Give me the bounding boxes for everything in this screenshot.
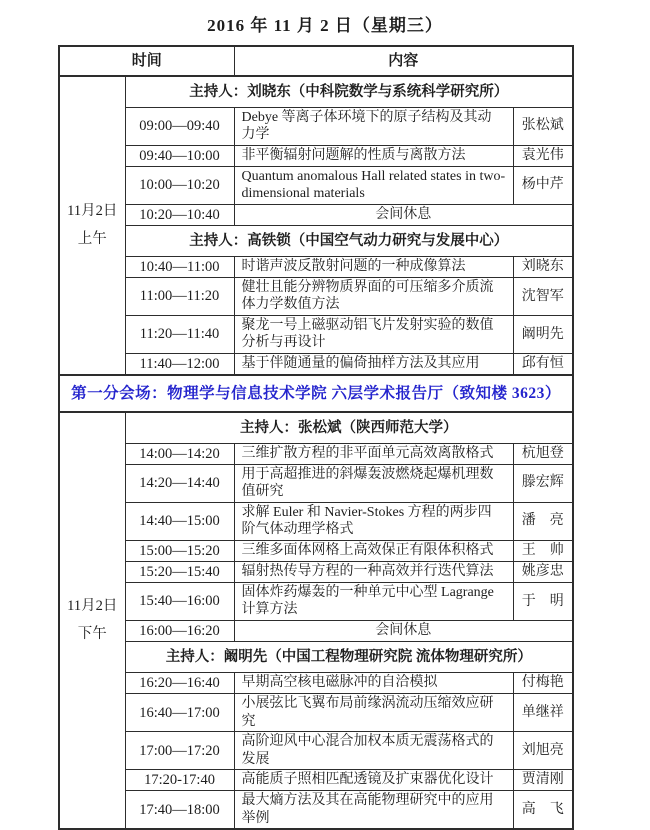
talk-speaker: 袁光伟 xyxy=(513,145,573,166)
date-line: 上午 xyxy=(77,230,107,247)
talk-row xyxy=(59,464,573,502)
talk-title: 健壮且能分辨物质界面的可压缩多介质流体力学数值方法 xyxy=(234,277,513,315)
talk-row xyxy=(59,502,573,540)
talk-time: 17:20-17:40 xyxy=(125,770,234,791)
table-header-row xyxy=(59,46,573,76)
talk-row xyxy=(59,770,573,791)
talk-row xyxy=(59,107,573,145)
talk-title: 非平衡辐射问题解的性质与离散方法 xyxy=(234,145,513,166)
talk-time: 15:00—15:20 xyxy=(125,540,234,561)
time-column-header: 时间 xyxy=(59,46,234,76)
talk-time: 17:40—18:00 xyxy=(125,791,234,830)
talk-row xyxy=(59,277,573,315)
talk-title: 求解 Euler 和 Navier-Stokes 方程的两步四阶气体动理学格式 xyxy=(234,502,513,540)
talk-time: 14:00—14:20 xyxy=(125,443,234,464)
talk-time: 15:40—16:00 xyxy=(125,582,234,620)
talk-row xyxy=(59,145,573,166)
talk-time: 09:40—10:00 xyxy=(125,145,234,166)
chair-label: 主持人：阚明先（中国工程物理研究院 流体物理研究所） xyxy=(125,642,573,673)
talk-speaker: 王 帅 xyxy=(513,540,573,561)
chair-label: 主持人：高铁锁（中国空气动力研究与发展中心） xyxy=(125,225,573,256)
talk-row xyxy=(59,673,573,694)
talk-title: 小展弦比飞翼布局前缘涡流动压缩效应研究 xyxy=(234,694,513,732)
talk-speaker: 高 飞 xyxy=(513,791,573,830)
date-cell xyxy=(59,412,125,829)
talk-title: 基于伴随通量的偏倚抽样方法及其应用 xyxy=(234,353,513,375)
chair-row xyxy=(59,225,573,256)
talk-title: 高阶迎风中心混合加权本质无震荡格式的发展 xyxy=(234,732,513,770)
talk-speaker: 刘旭亮 xyxy=(513,732,573,770)
schedule-body xyxy=(59,76,573,829)
talk-time: 16:20—16:40 xyxy=(125,673,234,694)
break-row xyxy=(59,620,573,641)
talk-row xyxy=(59,694,573,732)
talk-row xyxy=(59,582,573,620)
talk-time: 11:00—11:20 xyxy=(125,277,234,315)
talk-speaker: 杨中芹 xyxy=(513,166,573,204)
talk-speaker: 贾清刚 xyxy=(513,770,573,791)
page-title: 2016 年 11 月 2 日（星期三） xyxy=(207,16,443,35)
break-label: 会间休息 xyxy=(234,620,573,641)
talk-speaker: 于 明 xyxy=(513,582,573,620)
date-cell xyxy=(59,76,125,375)
talk-row xyxy=(59,791,573,830)
date-line: 11月2日 xyxy=(67,598,118,615)
talk-row xyxy=(59,561,573,582)
break-time: 16:00—16:20 xyxy=(125,620,234,641)
talk-speaker: 潘 亮 xyxy=(513,502,573,540)
talk-title: Debye 等离子体环境下的原子结构及其动力学 xyxy=(234,107,513,145)
talk-time: 10:00—10:20 xyxy=(125,166,234,204)
talk-title: 早期高空核电磁脉冲的自洽模拟 xyxy=(234,673,513,694)
talk-time: 15:20—15:40 xyxy=(125,561,234,582)
talk-speaker: 单继祥 xyxy=(513,694,573,732)
talk-time: 11:40—12:00 xyxy=(125,353,234,375)
talk-speaker: 付梅艳 xyxy=(513,673,573,694)
talk-row xyxy=(59,443,573,464)
talk-speaker: 沈智军 xyxy=(513,277,573,315)
schedule-table xyxy=(58,45,574,830)
talk-row xyxy=(59,256,573,277)
talk-speaker: 阚明先 xyxy=(513,315,573,353)
talk-time: 10:40—11:00 xyxy=(125,256,234,277)
session-banner-row xyxy=(59,375,573,412)
talk-title: 时谐声波反散射问题的一种成像算法 xyxy=(234,256,513,277)
talk-time: 09:00—09:40 xyxy=(125,107,234,145)
talk-time: 14:20—14:40 xyxy=(125,464,234,502)
talk-speaker: 滕宏辉 xyxy=(513,464,573,502)
talk-title: 用于高超推进的斜爆轰波燃烧起爆机理数值研究 xyxy=(234,464,513,502)
talk-speaker: 刘晓东 xyxy=(513,256,573,277)
talk-speaker: 张松斌 xyxy=(513,107,573,145)
talk-title: Quantum anomalous Hall related states in two-dimensional materials xyxy=(234,166,513,204)
talk-speaker: 邱有恒 xyxy=(513,353,573,375)
talk-title: 辐射热传导方程的一种高效并行迭代算法 xyxy=(234,561,513,582)
chair-row xyxy=(59,76,573,107)
talk-time: 16:40—17:00 xyxy=(125,694,234,732)
talk-title: 固体炸药爆轰的一种单元中心型 Lagrange 计算方法 xyxy=(234,582,513,620)
chair-label: 主持人：刘晓东（中科院数学与系统科学研究所） xyxy=(125,76,573,107)
content-column-header: 内容 xyxy=(234,46,573,76)
talk-title: 三维多面体网格上高效保正有限体积格式 xyxy=(234,540,513,561)
talk-row xyxy=(59,353,573,375)
talk-title: 三维扩散方程的非平面单元高效离散格式 xyxy=(234,443,513,464)
talk-title: 聚龙一号上磁驱动铝飞片发射实验的数值分析与再设计 xyxy=(234,315,513,353)
chair-label: 主持人：张松斌（陕西师范大学） xyxy=(125,412,573,443)
talk-row xyxy=(59,166,573,204)
chair-row xyxy=(59,642,573,673)
talk-speaker: 姚彦忠 xyxy=(513,561,573,582)
talk-time: 14:40—15:00 xyxy=(125,502,234,540)
talk-time: 17:00—17:20 xyxy=(125,732,234,770)
break-label: 会间休息 xyxy=(234,204,573,225)
talk-time: 11:20—11:40 xyxy=(125,315,234,353)
break-row xyxy=(59,204,573,225)
talk-speaker: 杭旭登 xyxy=(513,443,573,464)
date-line: 下午 xyxy=(77,625,107,642)
chair-row xyxy=(59,412,573,443)
talk-row xyxy=(59,732,573,770)
session-banner-label: 第一分会场：物理学与信息技术学院 六层学术报告厅（致知楼 3623） xyxy=(59,375,573,412)
talk-row xyxy=(59,540,573,561)
break-time: 10:20—10:40 xyxy=(125,204,234,225)
date-line: 11月2日 xyxy=(67,202,118,219)
talk-title: 高能质子照相匹配透镜及扩束器优化设计 xyxy=(234,770,513,791)
talk-row xyxy=(59,315,573,353)
talk-title: 最大熵方法及其在高能物理研究中的应用举例 xyxy=(234,791,513,830)
